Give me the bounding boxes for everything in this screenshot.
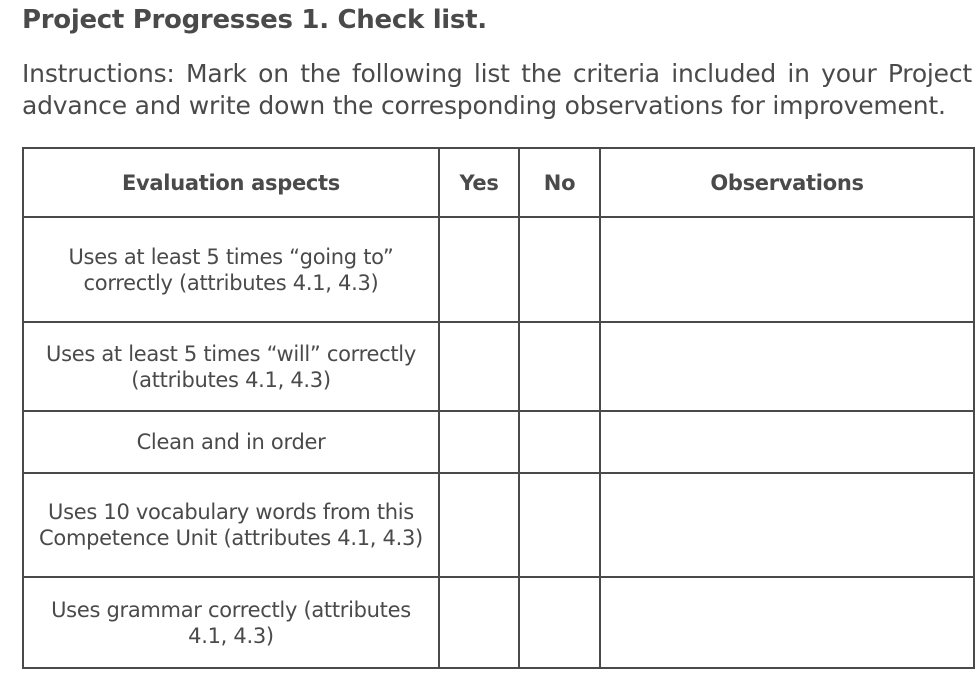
aspect-text: Uses at least 5 times “will” correctly (attributes 4.1, 4.3) — [46, 341, 416, 392]
evaluation-checklist-table — [22, 147, 975, 669]
no-checkbox-cell[interactable] — [519, 322, 600, 411]
no-checkbox-cell[interactable] — [519, 217, 600, 322]
aspect-text: Uses at least 5 times “going to” correctly (attributes 4.1, 4.3) — [68, 244, 394, 295]
table-row — [23, 577, 974, 668]
yes-checkbox-cell[interactable] — [439, 411, 519, 473]
aspect-text: Uses 10 vocabulary words from this Competence Unit (attributes 4.1, 4.3) — [39, 500, 423, 550]
header-yes: Yes — [439, 148, 519, 217]
yes-checkbox-cell[interactable] — [439, 577, 519, 668]
observations-cell[interactable] — [600, 217, 974, 322]
header-evaluation-aspects: Evaluation aspects — [23, 148, 439, 217]
observations-cell[interactable] — [600, 473, 974, 577]
observations-cell[interactable] — [600, 322, 974, 411]
header-no: No — [519, 148, 600, 217]
yes-checkbox-cell[interactable] — [439, 217, 519, 322]
aspect-cell — [23, 322, 439, 411]
aspect-text: Uses grammar correctly (attributes 4.1, 4.3) — [51, 597, 411, 648]
aspect-cell — [23, 217, 439, 322]
page-title: Project Progresses 1. Check list. — [22, 5, 487, 35]
aspect-cell — [23, 473, 439, 577]
table-row — [23, 411, 974, 473]
observations-cell[interactable] — [600, 577, 974, 668]
aspect-cell — [23, 577, 439, 668]
table-row — [23, 217, 974, 322]
table-row — [23, 322, 974, 411]
yes-checkbox-cell[interactable] — [439, 322, 519, 411]
header-observations: Observations — [600, 148, 974, 217]
no-checkbox-cell[interactable] — [519, 411, 600, 473]
aspect-cell — [23, 411, 439, 473]
no-checkbox-cell[interactable] — [519, 473, 600, 577]
instructions-text: Instructions: Mark on the following list the criteria included in your Project advance and write down the corresponding observations for improvement. — [22, 59, 972, 120]
yes-checkbox-cell[interactable] — [439, 473, 519, 577]
no-checkbox-cell[interactable] — [519, 577, 600, 668]
table-row — [23, 473, 974, 577]
observations-cell[interactable] — [600, 411, 974, 473]
aspect-text: Clean and in order — [136, 430, 326, 454]
table-header-row — [23, 148, 974, 217]
